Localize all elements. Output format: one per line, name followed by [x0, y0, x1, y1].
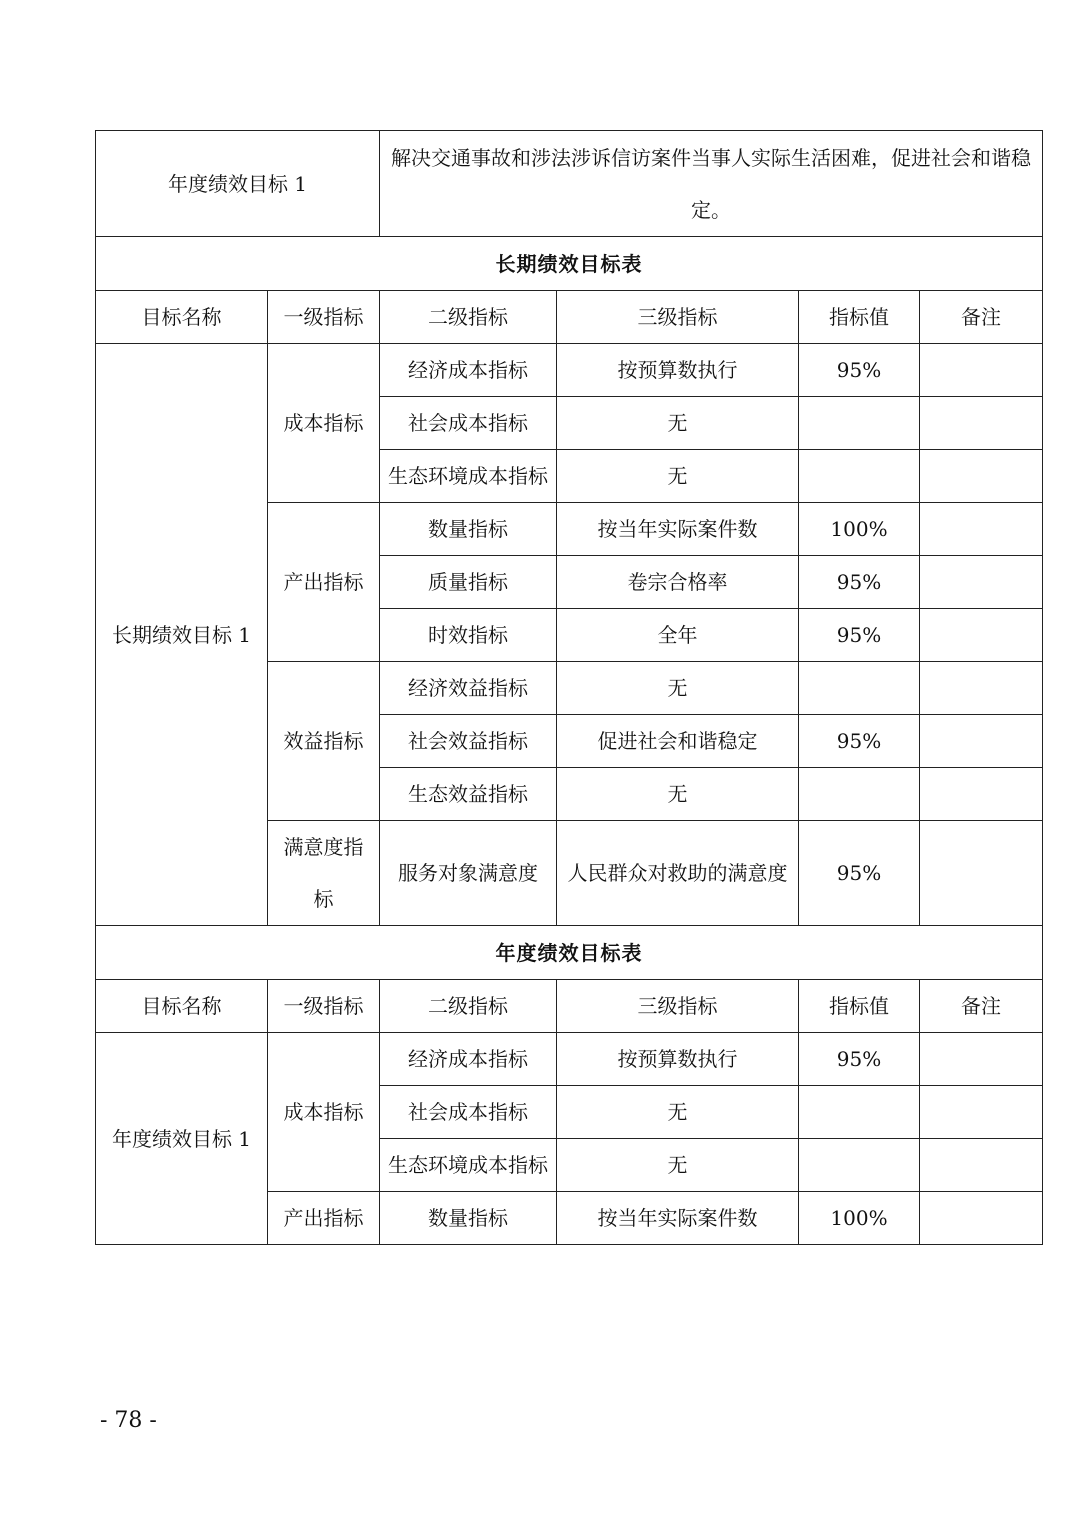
note-cell: [920, 556, 1043, 609]
level2-indicator: 社会效益指标: [380, 715, 557, 768]
indicator-value: [799, 662, 920, 715]
header-note: 备注: [920, 980, 1043, 1033]
level3-indicator: 全年: [557, 609, 799, 662]
level1-indicator: 产出指标: [268, 503, 380, 662]
indicator-value: [799, 397, 920, 450]
level3-indicator: 按预算数执行: [557, 1033, 799, 1086]
note-cell: [920, 1192, 1043, 1245]
header-note: 备注: [920, 291, 1043, 344]
header-level3: 三级指标: [557, 980, 799, 1033]
header-level2: 二级指标: [380, 980, 557, 1033]
note-cell: [920, 715, 1043, 768]
level3-indicator: 按当年实际案件数: [557, 1192, 799, 1245]
longterm-section-title: 长期绩效目标表: [96, 237, 1043, 291]
header-level1: 一级指标: [268, 291, 380, 344]
indicator-value: [799, 450, 920, 503]
annual-title-row: [96, 926, 1043, 980]
level2-indicator: 服务对象满意度: [380, 821, 557, 926]
level1-indicator: 成本指标: [268, 344, 380, 503]
performance-goal-table: [95, 130, 1043, 1245]
longterm-header-row: [96, 291, 1043, 344]
annual-indicator-row: [96, 1033, 1043, 1086]
level2-indicator: 社会成本指标: [380, 397, 557, 450]
level2-indicator: 数量指标: [380, 1192, 557, 1245]
intro-label: 年度绩效目标 1: [96, 131, 380, 237]
indicator-value: [799, 1086, 920, 1139]
level3-indicator: 人民群众对救助的满意度: [557, 821, 799, 926]
note-cell: [920, 450, 1043, 503]
indicator-value: 95%: [799, 609, 920, 662]
level1-indicator: 满意度指标: [268, 821, 380, 926]
indicator-value: 95%: [799, 344, 920, 397]
level3-indicator: 按预算数执行: [557, 344, 799, 397]
annual-goal-name: 年度绩效目标 1: [96, 1033, 268, 1245]
note-cell: [920, 397, 1043, 450]
intro-row: [96, 131, 1043, 237]
level3-indicator: 无: [557, 1139, 799, 1192]
indicator-value: 95%: [799, 556, 920, 609]
level2-indicator: 数量指标: [380, 503, 557, 556]
level2-indicator: 经济效益指标: [380, 662, 557, 715]
intro-text: 解决交通事故和涉法涉诉信访案件当事人实际生活困难，促进社会和谐稳定。: [380, 131, 1043, 237]
level3-indicator: 无: [557, 1086, 799, 1139]
indicator-value: 95%: [799, 821, 920, 926]
note-cell: [920, 768, 1043, 821]
level3-indicator: 无: [557, 450, 799, 503]
note-cell: [920, 1033, 1043, 1086]
level2-indicator: 生态环境成本指标: [380, 450, 557, 503]
note-cell: [920, 503, 1043, 556]
level3-indicator: 卷宗合格率: [557, 556, 799, 609]
level3-indicator: 无: [557, 768, 799, 821]
note-cell: [920, 344, 1043, 397]
indicator-value: 100%: [799, 1192, 920, 1245]
level3-indicator: 无: [557, 397, 799, 450]
header-level2: 二级指标: [380, 291, 557, 344]
level2-indicator: 生态效益指标: [380, 768, 557, 821]
level2-indicator: 社会成本指标: [380, 1086, 557, 1139]
longterm-title-row: [96, 237, 1043, 291]
indicator-value: 95%: [799, 715, 920, 768]
header-level3: 三级指标: [557, 291, 799, 344]
note-cell: [920, 821, 1043, 926]
level2-indicator: 生态环境成本指标: [380, 1139, 557, 1192]
level2-indicator: 经济成本指标: [380, 344, 557, 397]
header-goal-name: 目标名称: [96, 980, 268, 1033]
note-cell: [920, 662, 1043, 715]
longterm-goal-name: 长期绩效目标 1: [96, 344, 268, 926]
level2-indicator: 时效指标: [380, 609, 557, 662]
annual-header-row: [96, 980, 1043, 1033]
level3-indicator: 按当年实际案件数: [557, 503, 799, 556]
note-cell: [920, 1139, 1043, 1192]
level1-indicator: 效益指标: [268, 662, 380, 821]
level3-indicator: 无: [557, 662, 799, 715]
level2-indicator: 经济成本指标: [380, 1033, 557, 1086]
annual-section-title: 年度绩效目标表: [96, 926, 1043, 980]
note-cell: [920, 1086, 1043, 1139]
header-goal-name: 目标名称: [96, 291, 268, 344]
indicator-value: [799, 768, 920, 821]
level1-indicator: 成本指标: [268, 1033, 380, 1192]
indicator-value: [799, 1139, 920, 1192]
longterm-indicator-row: [96, 344, 1043, 397]
note-cell: [920, 609, 1043, 662]
level1-indicator: 产出指标: [268, 1192, 380, 1245]
indicator-value: 95%: [799, 1033, 920, 1086]
header-value: 指标值: [799, 980, 920, 1033]
level3-indicator: 促进社会和谐稳定: [557, 715, 799, 768]
indicator-value: 100%: [799, 503, 920, 556]
page-number: - 78 -: [100, 1408, 157, 1433]
header-level1: 一级指标: [268, 980, 380, 1033]
header-value: 指标值: [799, 291, 920, 344]
level2-indicator: 质量指标: [380, 556, 557, 609]
